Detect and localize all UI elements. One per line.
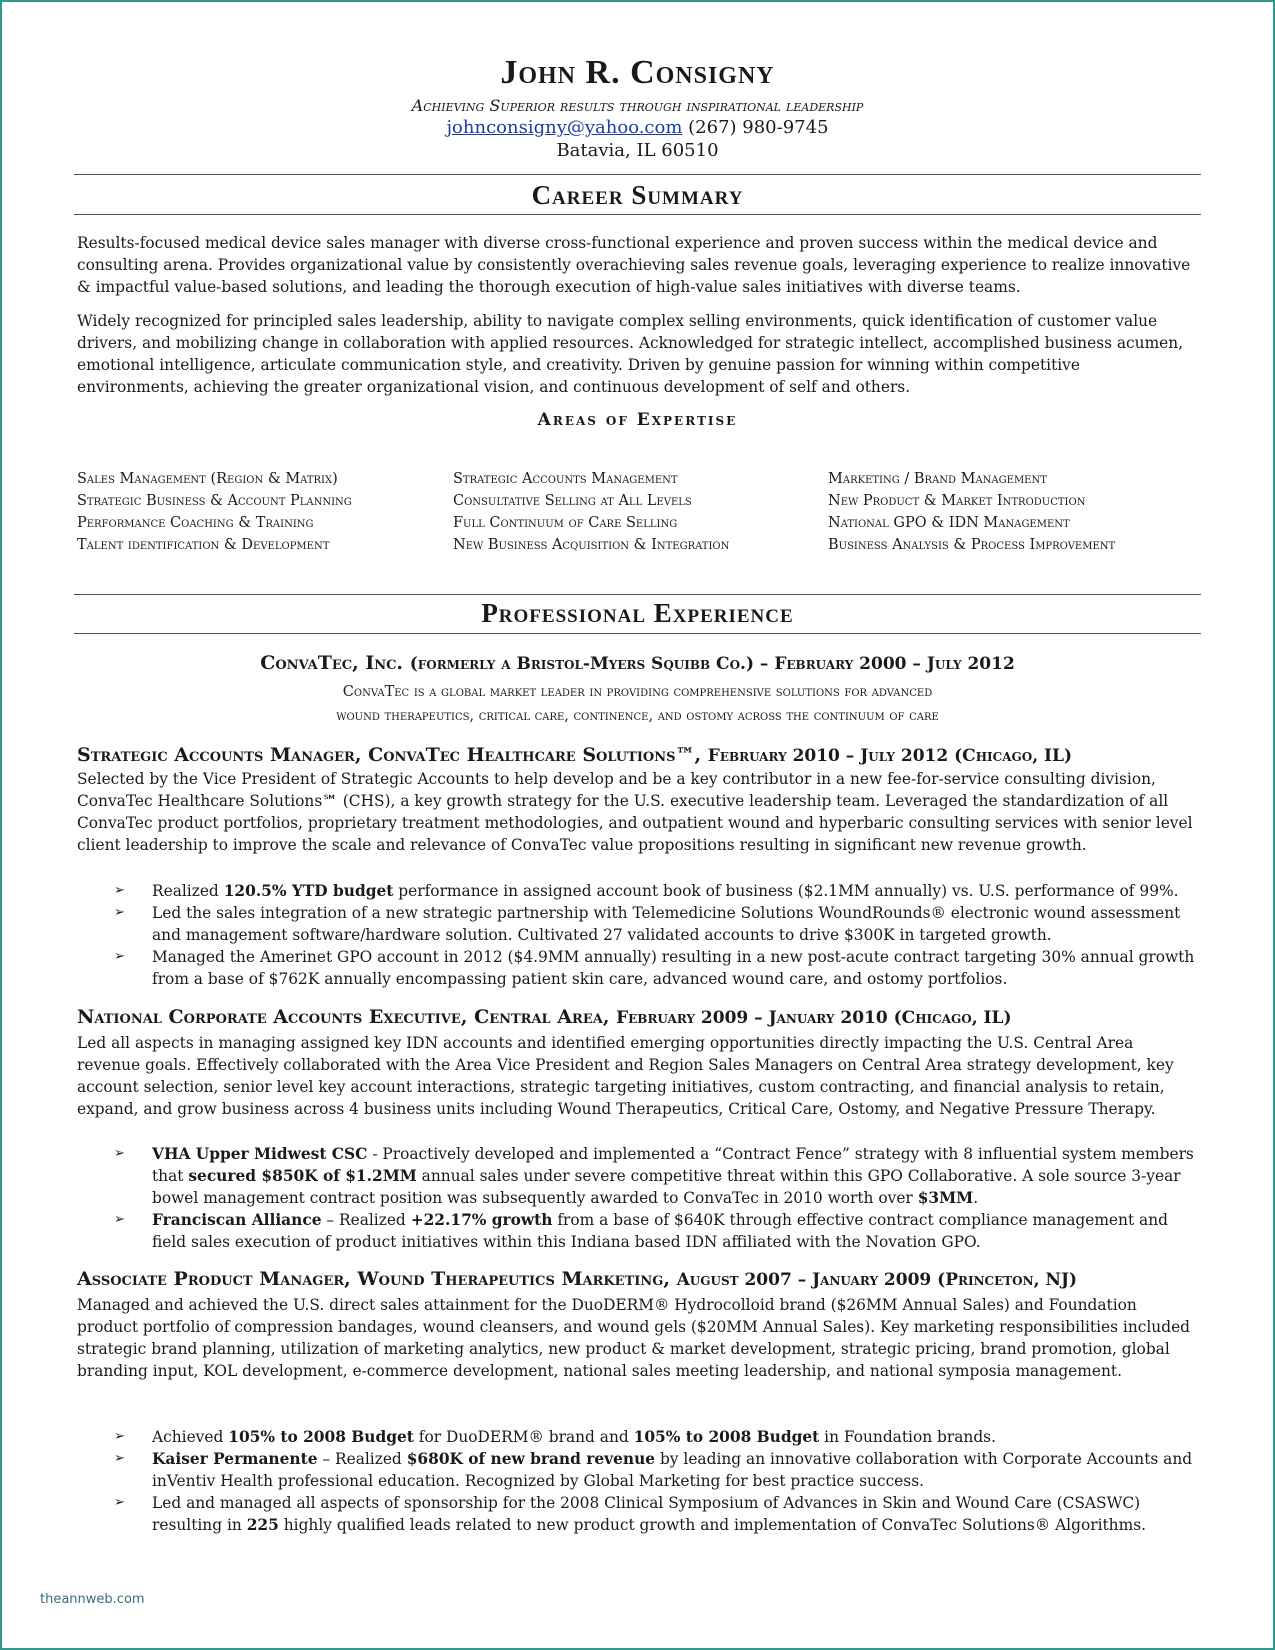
bullet-text: Managed the Amerinet GPO account in 2012 ($4.9MM annually) resulting in a new post-acute contract targeting 30% annual growth from a base of $762K annually encompassing patient skin care, advanced wound care, and ostomy portfolios. bbox=[152, 948, 1195, 988]
arrow-bullet-icon: ➢ bbox=[114, 905, 125, 920]
bullet-text: from a base of $640K through effective contract compliance management and field sales execution of product initiatives within this Indiana based IDN affiliated with the Novation GPO. bbox=[152, 1211, 1168, 1251]
role-summary: Led all aspects in managing assigned key IDN accounts and identified emerging opportunities directly impacting the U.S. Central Area revenue goals. Effectively collaborated with the Area Vice President and Region Sales Managers on Central Area strategy development, key account selection, senior level key account interactions, strategic targeting initiatives, custom contracting, and financial analysis to retain, expand, and grow business across 4 business units including Wound Therapeutics, Critical Care, Ostomy, and Negative Pressure Therapy. bbox=[77, 1034, 1174, 1118]
bullet-text: – Realized bbox=[317, 1450, 407, 1468]
list-item bbox=[114, 1492, 1195, 1536]
role-title bbox=[77, 744, 1203, 766]
list-item bbox=[114, 1426, 1195, 1448]
bullet-text: by leading an innovative collaboration with Corporate Accounts and inVentiv Health professional education. Recognized by Global Marketing for best practice success. bbox=[152, 1450, 1193, 1490]
bullet-highlight: VHA Upper Midwest CSC bbox=[152, 1145, 368, 1163]
bullet-text: Led the sales integration of a new strategic partnership with Telemedicine Solutions WoundRounds® electronic wound assessment and management software/hardware solution. Cultivated 27 validated accounts to drive $300K in targeted growth. bbox=[152, 904, 1181, 944]
arrow-bullet-icon: ➢ bbox=[114, 1429, 125, 1444]
bullet-highlight: +22.17% growth bbox=[410, 1211, 553, 1229]
expertise-item: Consultative Selling at All Levels bbox=[453, 493, 692, 509]
bullet-highlight: 120.5% YTD budget bbox=[223, 882, 394, 900]
divider bbox=[74, 214, 1201, 215]
bullet-highlight: $680K of new brand revenue bbox=[406, 1450, 656, 1468]
candidate-name: John R. Consigny bbox=[500, 54, 775, 91]
list-item bbox=[114, 1143, 1195, 1209]
expertise-item: Marketing / Brand Management bbox=[828, 471, 1047, 487]
company-name: ConvaTec, Inc. bbox=[260, 652, 404, 674]
experience-title: Professional Experience bbox=[481, 598, 794, 628]
expertise-item: Performance Coaching & Training bbox=[77, 515, 314, 531]
expertise-title: Areas of Expertise bbox=[537, 410, 738, 430]
expertise-item: Strategic Accounts Management bbox=[453, 471, 678, 487]
expertise-item: New Business Acquisition & Integration bbox=[453, 537, 730, 553]
company-description-line: wound therapeutics, critical care, continence, and ostomy across the continuum of care bbox=[336, 708, 939, 724]
bullet-text: Led and managed all aspects of sponsorship for the 2008 Clinical Symposium of Advances in Skin and Wound Care (CSASWC) resulting in bbox=[152, 1494, 1141, 1534]
email-link[interactable]: johnconsigny@yahoo.com bbox=[446, 117, 683, 138]
role-name: Associate Product Manager, Wound Therapeutics Marketing, bbox=[77, 1268, 670, 1290]
summary-paragraph-1: Results-focused medical device sales manager with diverse cross-functional experience and proven success within the medical device and consulting arena. Provides organizational value by consistently overachieving sales revenue goals, leveraging experience to realize innovative & impactful value-based solutions, and leading the thorough execution of high-value sales initiatives with diverse teams. bbox=[77, 234, 1191, 296]
bullet-highlight: secured $850K of $1.2MM bbox=[188, 1167, 417, 1185]
arrow-bullet-icon: ➢ bbox=[114, 1212, 125, 1227]
arrow-bullet-icon: ➢ bbox=[114, 1451, 125, 1466]
bullet-text: – Realized bbox=[321, 1211, 411, 1229]
bullet-highlight: 105% to 2008 Budget bbox=[228, 1428, 414, 1446]
role-bullets bbox=[114, 880, 1195, 990]
tagline: Achieving Superior results through inspirational leadership bbox=[411, 96, 864, 115]
expertise-item: Talent identification & Development bbox=[77, 537, 330, 553]
role-bullets bbox=[114, 1426, 1195, 1536]
bullet-text: annual sales under severe competitive threat within this GPO Collaborative. A sole source 3-year bowel management contract position was subsequently awarded to ConvaTec in 2010 worth over bbox=[152, 1167, 1181, 1207]
role-summary: Managed and achieved the U.S. direct sales attainment for the DuoDERM® Hydrocolloid brand ($26MM Annual Sales) and Foundation product portfolio of compression bandages, wound cleansers, and wound gels ($20MM Annual Sales). Key marketing responsibilities included strategic brand planning, utilization of marketing analytics, new product & market development, strategic pricing, brand promotion, global branding input, KOL development, e-commerce development, national sales meeting leadership, and national symposia management. bbox=[77, 1296, 1191, 1380]
expertise-item: New Product & Market Introduction bbox=[828, 493, 1086, 509]
role-summary: Selected by the Vice President of Strategic Accounts to help develop and be a key contributor in a new fee-for-service consulting division, ConvaTec Healthcare Solutions℠ (CHS), a key growth strategy for the U.S. executive leadership team. Leveraged the standardization of all ConvaTec product portfolios, proprietary treatment methodologies, and outpatient wound and hyperbaric consulting services with senior level client leadership to improve the scale and relevance of ConvaTec value propositions resulting in significant new revenue growth. bbox=[77, 770, 1193, 854]
contact-line bbox=[2, 117, 1273, 138]
bullet-text: performance in assigned account book of business ($2.1MM annually) vs. U.S. performance of 99%. bbox=[393, 882, 1179, 900]
bullet-text: - Proactively developed and implemented a “Contract Fence” strategy with 8 influential system members that bbox=[152, 1145, 1194, 1185]
phone-number: (267) 980-9745 bbox=[688, 117, 829, 138]
bullet-text: . bbox=[973, 1189, 979, 1207]
list-item bbox=[114, 902, 1195, 946]
list-item bbox=[114, 1448, 1195, 1492]
bullet-highlight: $3MM bbox=[917, 1189, 974, 1207]
company-note: (formerly a Bristol-Myers Squibb Co.) – February 2000 – July 2012 bbox=[409, 654, 1015, 674]
expertise-item: Sales Management (Region & Matrix) bbox=[77, 471, 338, 487]
bullet-text: for DuoDERM® brand and bbox=[413, 1428, 634, 1446]
divider bbox=[74, 633, 1201, 634]
divider bbox=[74, 594, 1201, 595]
role-title bbox=[77, 1268, 1203, 1290]
arrow-bullet-icon: ➢ bbox=[114, 883, 125, 898]
role-dates: February 2010 – July 2012 (Chicago, IL) bbox=[707, 746, 1072, 766]
bullet-highlight: Kaiser Permanente bbox=[152, 1450, 318, 1468]
list-item bbox=[114, 880, 1195, 902]
career-summary-title: Career Summary bbox=[531, 180, 744, 210]
address: Batavia, IL 60510 bbox=[556, 140, 719, 161]
bullet-text: highly qualified leads related to new product growth and implementation of ConvaTec Solutions® Algorithms. bbox=[278, 1516, 1146, 1534]
arrow-bullet-icon: ➢ bbox=[114, 1495, 125, 1510]
divider bbox=[74, 174, 1201, 175]
role-dates: August 2007 – January 2009 (Princeton, NJ) bbox=[676, 1270, 1078, 1290]
role-bullets bbox=[114, 1143, 1195, 1253]
role-dates: February 2009 – January 2010 (Chicago, IL) bbox=[616, 1008, 1012, 1028]
bullet-highlight: Franciscan Alliance bbox=[152, 1211, 322, 1229]
bullet-text: Realized bbox=[152, 882, 224, 900]
company-description-line: ConvaTec is a global market leader in providing comprehensive solutions for advanced bbox=[342, 684, 933, 700]
bullet-highlight: 105% to 2008 Budget bbox=[633, 1428, 820, 1446]
company-heading bbox=[2, 652, 1273, 674]
bullet-highlight: 225 bbox=[246, 1516, 279, 1534]
resume-header bbox=[2, 2, 1273, 161]
arrow-bullet-icon: ➢ bbox=[114, 949, 125, 964]
bullet-text: in Foundation brands. bbox=[819, 1428, 996, 1446]
role-name: Strategic Accounts Manager, ConvaTec Healthcare Solutions™, bbox=[77, 744, 702, 766]
summary-paragraph-2: Widely recognized for principled sales leadership, ability to navigate complex selling environments, quick identification of customer value drivers, and mobilizing change in collaboration with applied resources. Acknowledged for strategic intellect, accomplished business acumen, emotional intelligence, articulate communication style, and creativity. Driven by genuine passion for winning within competitive environments, achieving the greater organizational vision, and continuous development of self and others. bbox=[77, 312, 1184, 396]
role-title bbox=[77, 1006, 1203, 1028]
expertise-item: Full Continuum of Care Selling bbox=[453, 515, 678, 531]
role-name: National Corporate Accounts Executive, Central Area, bbox=[77, 1006, 610, 1028]
bullet-text: Achieved bbox=[152, 1428, 229, 1446]
watermark: theannweb.com bbox=[40, 1592, 145, 1607]
company-description bbox=[2, 680, 1273, 728]
list-item bbox=[114, 946, 1195, 990]
list-item bbox=[114, 1209, 1195, 1253]
expertise-item: Strategic Business & Account Planning bbox=[77, 493, 352, 509]
expertise-column-2 bbox=[453, 468, 729, 556]
expertise-item: National GPO & IDN Management bbox=[828, 515, 1070, 531]
expertise-column-1 bbox=[77, 468, 352, 556]
expertise-column-3 bbox=[828, 468, 1115, 556]
arrow-bullet-icon: ➢ bbox=[114, 1146, 125, 1161]
expertise-item: Business Analysis & Process Improvement bbox=[828, 537, 1116, 553]
